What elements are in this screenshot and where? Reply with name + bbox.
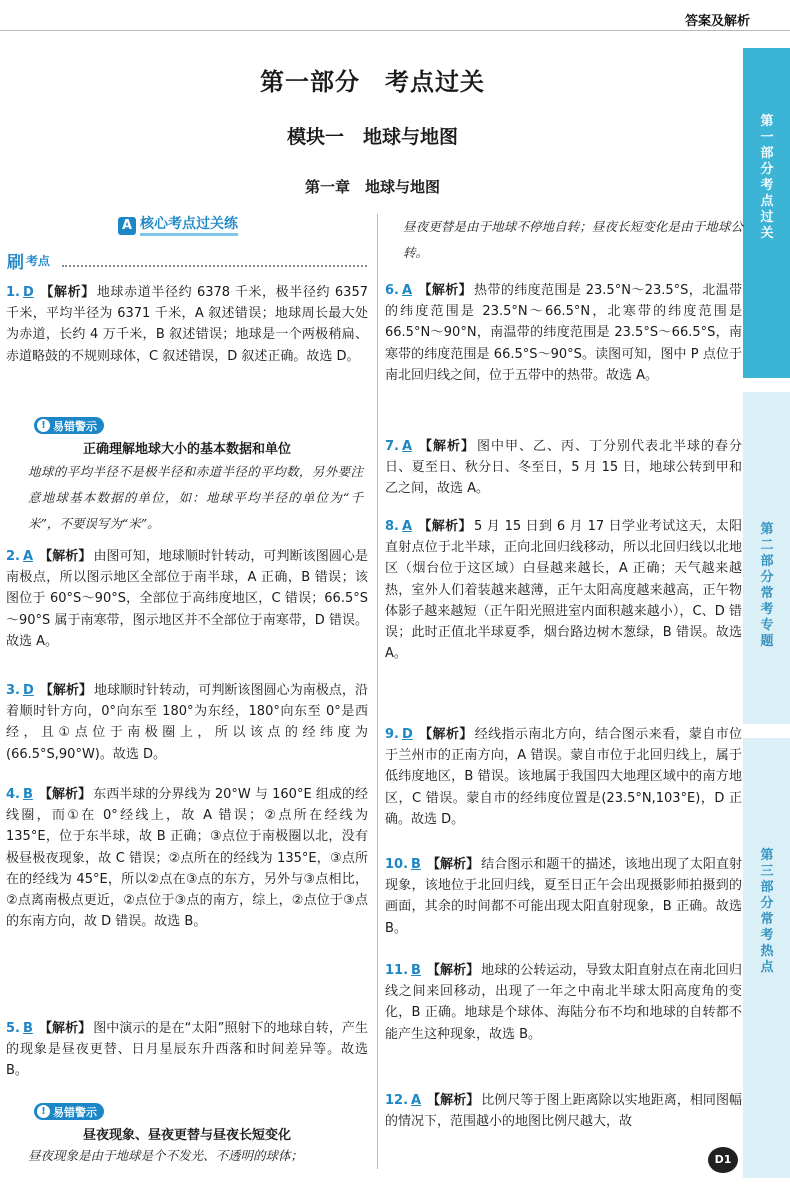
warning-badge [34,1103,104,1120]
item-tag: 【解析】 [418,519,472,534]
item-text: 热带的纬度范围是 23.5°N～23.5°S，北温带的纬度范围是 23.5°N～66.5°N，北寒带的纬度范围是 66.5°N～90°N，南温带的纬度范围是 23.5°S～66.5°S，南寒带的纬度范围是 66.5°S～90°S。读图可知，图中 P 点位于南北回归线之间，位于五带中的热带。故选 A。 [385,283,742,383]
side-tab-part1[interactable] [743,48,790,378]
column-divider [377,214,378,1169]
warning-body-continued: 昼夜更替是由于地球不停地自转；昼夜长短变化是由于地球公转。 [403,219,743,260]
dotted-divider [62,265,367,267]
chapter-title: 第一章 地球与地图 [304,178,440,196]
answer-item [385,960,742,1045]
warning-title: 昼夜现象、昼夜更替与昼夜长短变化 [82,1128,291,1143]
answer-item [385,1090,742,1132]
item-text: 图中演示的是在“太阳”照射下的地球自转，产生的现象是昼夜更替、日月星辰东升西落和时间差异等。故选 B。 [6,1021,368,1079]
item-number: 1. [6,285,20,300]
warning-label: 易错警示 [53,1105,97,1119]
item-tag: 【解析】 [38,1021,92,1036]
section-heading [118,215,238,237]
item-number: 10. [385,857,409,872]
warning-icon: ! [37,1105,50,1118]
item-text: 东西半球的分界线为 20°W 与 160°E 组成的经线圈，而①在 0°经线上，故 A 错误；②点所在经线为 135°E，位于东半球，故 B 正确；③点位于南极圈以北，没有极昼极夜现象，故 C 错误；②点所在的经线为 135°E，③点所在的经线为 45°E，所以②点在③点的东方，另外与③点相比，②点离南极点更近，②点位于③点的南方，综上，②点位于③点的东南方向，故 D 错误。故选 B。 [6,787,368,930]
module-title: 模块一 地球与地图 [286,126,458,148]
item-number: 3. [6,683,20,698]
side-tab-label: 第一部分 考点过关 [760,114,787,241]
side-tab-label: 第三部分 常考热点 [760,848,787,975]
item-tag: 【解析】 [418,439,476,454]
kaodian-label: 考点 [26,254,51,268]
side-tab-label: 第二部分 常考专题 [760,522,787,649]
item-answer: B [411,857,421,872]
item-tag: 【解析】 [39,683,93,698]
part-title: 第一部分 考点过关 [260,68,485,96]
header-label: 答案及解析 [684,14,750,29]
header-rule [0,30,790,31]
side-tab-part2[interactable] [743,392,790,724]
answer-item [6,784,368,932]
item-number: 11. [385,963,409,978]
section-label: 核心考点过关练 [140,216,238,236]
item-text: 经线指示南北方向，结合图示来看，蒙自市位于兰州市的正南方向，A 错误。蒙自市位于北回归线上，属于低纬度地区，B 错误。该地属于我国四大地理区域中的南方地区，C 错误。蒙自市的经纬度位置是(23.5°N,103°E)，D 正确。故选 D。 [385,727,742,827]
item-answer: D [22,285,34,300]
item-answer: A [411,1093,422,1108]
page-number: D1 [708,1147,738,1173]
item-text: 比例尺等于图上距离除以实地距离，相同图幅的情况下，范围越小的地图比例尺越大，故 [385,1093,742,1130]
item-number: 2. [6,549,20,564]
item-tag: 【解析】 [39,285,95,300]
section-a-icon: A [118,217,136,235]
item-tag: 【解析】 [426,857,480,872]
item-answer: B [411,963,421,978]
item-tag: 【解析】 [418,283,473,298]
item-number: 4. [6,787,20,802]
item-text: 地球顺时针转动，可判断该图圆心为南极点，沿着顺时针方向，0°向东至 180°为东经，180°向东至 0°是西经，且①点位于南极圈上，所以该点的经纬度为(66.5°S,90°W)。故选 D。 [6,683,368,762]
warning-title: 正确理解地球大小的基本数据和单位 [82,442,291,457]
brush-icon: 刷 [7,253,24,273]
answer-item [6,546,368,652]
kaodian-heading [7,248,50,273]
item-number: 6. [385,283,399,298]
item-answer: D [401,727,413,742]
page-header [0,0,790,52]
answer-item [6,1018,368,1082]
warning-body: 昼夜现象是由于地球是个不发光、不透明的球体； [28,1148,304,1163]
item-number: 8. [385,519,399,534]
item-answer: B [22,1021,33,1036]
answer-item [385,724,742,830]
answer-item [385,854,742,939]
answer-item [385,516,742,664]
item-number: 9. [385,727,399,742]
answer-item [385,436,742,500]
item-number: 12. [385,1093,409,1108]
item-tag: 【解析】 [426,963,480,978]
item-number: 7. [385,439,399,454]
item-answer: A [22,549,34,564]
item-text: 地球的公转运动，导致太阳直射点在南北回归线之间来回移动，出现了一年之中南北半球太阳高度角的变化，B 正确。地球是个球体、海陆分布不均和地球的自转都不能产生这种现象，故选 B。 [385,963,742,1042]
item-answer: D [22,683,34,698]
warning-badge [34,417,104,434]
answer-item [6,282,368,367]
item-text: 由图可知，地球顺时针转动，可判断该图圆心是南极点，所以图示地区全部位于南半球，A 正确，B 错误；该图位于 60°S～90°S，全部位于高纬度地区，C 错误；66.5°S～90°S 属于南寒带，图示地区并不全部位于南寒带，D 错误。故选 A。 [6,549,368,649]
item-answer: A [401,283,413,298]
warning-label: 易错警示 [53,419,97,433]
item-tag: 【解析】 [418,727,473,742]
item-tag: 【解析】 [39,549,92,564]
warning-icon: ! [37,419,50,432]
item-text: 图中甲、乙、丙、丁分别代表北半球的春分日、夏至日、秋分日、冬至日，5 月 15 日，地球公转到甲和乙之间，故选 A。 [385,439,742,497]
side-tab-part3[interactable] [743,738,790,1178]
item-answer: A [401,439,413,454]
item-tag: 【解析】 [427,1093,480,1108]
warning-body: 地球的平均半径不是极半径和赤道半径的平均数，另外要注意地球基本数据的单位，如：地球平均半径的单位为“千米”，不要误写为“米”。 [28,464,363,531]
item-answer: B [22,787,33,802]
item-answer: A [401,519,413,534]
item-text: 地球赤道半径约 6378 千米，极半径约 6357 千米，平均半径为 6371 千米，A 叙述错误；地球周长最大处为赤道，长约 4 万千米，B 叙述错误；地球是一个两极稍扁、赤道略鼓的不规则球体，C 叙述错误，D 叙述正确。故选 D。 [6,285,368,364]
item-text: 结合图示和题干的描述，该地出现了太阳直射现象，该地位于北回归线，夏至日正午会出现摄影师拍摄到的画面，其余的时间都不可能出现太阳直射现象，B 正确。故选 B。 [385,857,742,936]
item-text: 5 月 15 日到 6 月 17 日学业考试这天，太阳直射点位于北半球，正向北回归线移动，所以北回归线以北地区（烟台位于这区域）白昼越来越长，A 正确；天气越来越热，室外人们着装越来越薄，正午太阳高度越来越高，正午物体影子越来越短（正午阳光照进室内面积越来越小），C、D 错误；此时正值北半球夏季，烟台路边树木葱绿，B 错误。故选 A。 [385,519,742,662]
item-tag: 【解析】 [38,787,92,802]
answer-item [385,280,742,386]
item-number: 5. [6,1021,20,1036]
answer-item [6,680,368,765]
